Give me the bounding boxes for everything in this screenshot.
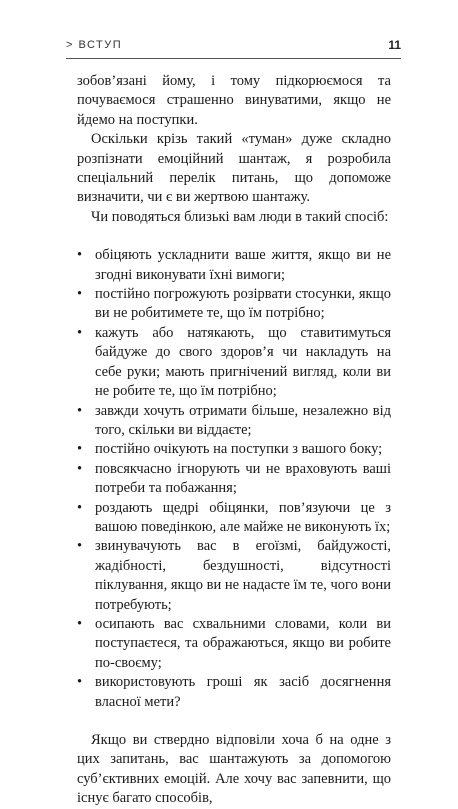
list-item-text: звинувачують вас в егоїзмі, байдужості, жадібності, бездушності, відсутності піклування, якщо ви не надасте їм те, чого вони потребують;	[95, 538, 391, 613]
list-item	[77, 285, 391, 324]
list-item	[77, 499, 391, 538]
paragraph-question: Чи поводяться близькі вам люди в такий спосіб:	[91, 208, 389, 225]
paragraph-continuation: зобов’язані йому, і тому підкорюємося та почуваємося страшенно винуватими, якщо не йдемо на поступки.	[77, 73, 391, 128]
page-body	[77, 72, 391, 809]
list-item-text: кажуть або натякають, що ставитимуться байдуже до свого здоров’я чи накладуть на себе руки; мають пригнічений вигляд, коли ви не робите те, що їм потрібно;	[95, 324, 391, 400]
paragraph-intro: Оскільки крізь такий «туман» дуже складно розпізнати емоційний шантаж, я розробила спеціальний перелік питань, що допоможе визначити, чи є ви жертвою шантажу.	[77, 131, 391, 206]
bullet-icon: •	[77, 286, 83, 303]
list-item-text: постійно погрожують розірвати стосунки, якщо ви не робитимете те, що їм потрібно;	[95, 286, 391, 322]
list-item	[77, 246, 391, 285]
list-item-text: обіцяють ускладнити ваше життя, якщо ви не згодні виконувати їхні вимоги;	[95, 247, 391, 283]
paragraph-conclusion: Якщо ви ствердно відповіли хоча б на одне з цих запитань, вас шантажують за допомогою суб’єктивних емоцій. Але хочу вас запевнити, що існує багато способів,	[77, 732, 391, 807]
list-item	[77, 615, 391, 673]
list-item	[77, 460, 391, 499]
bullet-icon: •	[77, 674, 83, 691]
section-title: > ВСТУП	[66, 39, 123, 51]
bullet-list	[77, 246, 391, 712]
list-item	[77, 673, 391, 712]
list-item	[77, 537, 391, 615]
list-item-text: завжди хочуть отримати більше, незалежно від того, скільки ви віддаєте;	[95, 402, 391, 438]
bullet-icon: •	[77, 615, 83, 632]
page-number: 11	[388, 38, 401, 52]
list-item	[77, 402, 391, 441]
bullet-icon: •	[77, 460, 83, 477]
list-item-text: роздають щедрі обіцянки, пов’язуючи це з вашою поведінкою, але майже не виконують їх;	[95, 499, 391, 535]
bullet-icon: •	[77, 538, 83, 555]
list-item-text: повсякчасно ігнорують чи не враховують ваші потреби та побажання;	[95, 460, 391, 497]
list-item-text: осипають вас схвальними словами, коли ви поступаєтеся, та ображаються, якщо ви робите по-своєму;	[95, 615, 391, 671]
bullet-icon: •	[77, 247, 83, 264]
bullet-icon: •	[77, 402, 83, 419]
list-item	[77, 440, 391, 459]
bullet-icon: •	[77, 499, 83, 516]
list-item-text: постійно очікують на поступки з вашого боку;	[95, 441, 383, 458]
bullet-icon: •	[77, 324, 83, 341]
list-item-text: використовують гроші як засіб досягнення власної мети?	[95, 674, 391, 710]
running-header	[66, 38, 401, 59]
list-item	[77, 324, 391, 402]
bullet-icon: •	[77, 441, 83, 458]
